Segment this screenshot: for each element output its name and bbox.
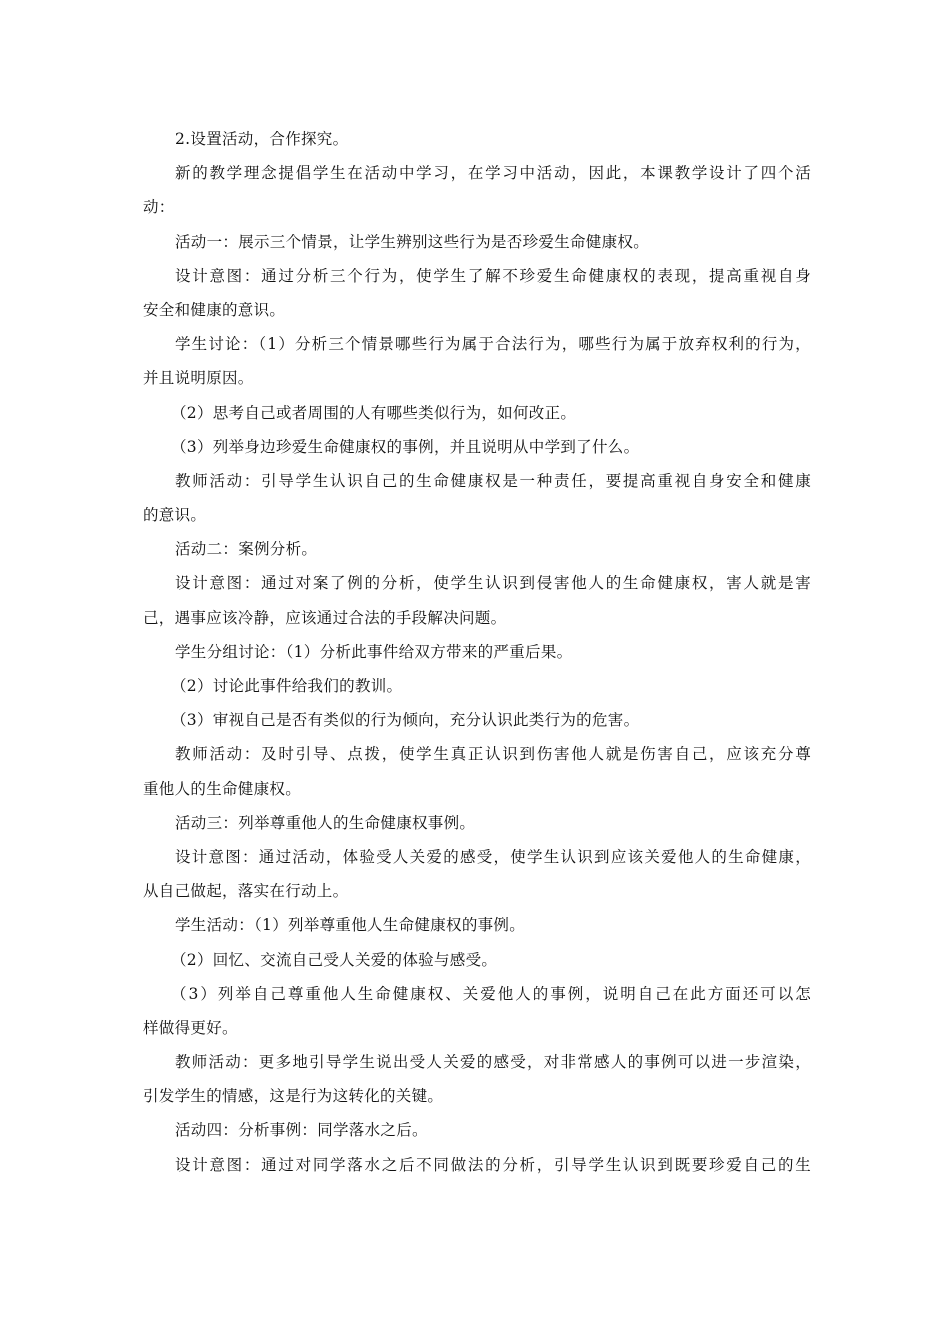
text-line: 设计意图：通过对案了例的分析，使学生认识到侵害他人的生命健康权，害人就是害 (175, 574, 811, 593)
text-line: 活动四：分析事例：同学落水之后。 (175, 1121, 428, 1140)
text-line: 样做得更好。 (143, 1018, 238, 1037)
text-line: 活动一：展示三个情景，让学生辨别这些行为是否珍爱生命健康权。 (175, 232, 650, 251)
text-line: （3）列举自己尊重他人生命健康权、关爱他人的事例，说明自己在此方面还可以怎 (171, 984, 811, 1003)
text-line: 己，遇事应该冷静，应该通过合法的手段解决问题。 (143, 608, 507, 627)
text-line: 教师活动：及时引导、点拨，使学生真正认识到伤害他人就是伤害自己，应该充分尊 (175, 745, 811, 764)
text-line: 安全和健康的意识。 (143, 300, 286, 319)
text-line: 引发学生的情感，这是行为这转化的关键。 (143, 1087, 444, 1106)
text-line: （2）讨论此事件给我们的教训。 (171, 677, 403, 695)
text-line: 活动二：案例分析。 (175, 540, 318, 559)
text-line: 动： (143, 198, 175, 217)
text-line: 设计意图：通过分析三个行为，使学生了解不珍爱生命健康权的表现，提高重视自身 (175, 266, 811, 285)
text-line: 2.设置活动，合作探究。 (175, 130, 349, 148)
document-body (143, 122, 811, 1182)
text-line: 的意识。 (143, 506, 207, 525)
text-line: 教师活动：更多地引导学生说出受人关爱的感受，对非常感人的事例可以进一步渲染， (175, 1053, 811, 1072)
text-line: 从自己做起，落实在行动上。 (143, 882, 349, 901)
text-line: （3）审视自己是否有类似的行为倾向，充分认识此类行为的危害。 (171, 711, 640, 730)
text-line: 学生活动：（1）列举尊重他人生命健康权的事例。 (175, 916, 526, 935)
text-line: （2）回忆、交流自己受人关爱的体验与感受。 (171, 950, 498, 969)
text-line: 活动三：列举尊重他人的生命健康权事例。 (175, 813, 476, 832)
text-line: （3）列举身边珍爱生命健康权的事例，并且说明从中学到了什么。 (171, 437, 640, 456)
text-line: 设计意图：通过对同学落水之后不同做法的分析，引导学生认识到既要珍爱自己的生 (175, 1155, 811, 1174)
text-line: （2）思考自己或者周围的人有哪些类似行为，如何改正。 (171, 403, 577, 422)
text-line: 重他人的生命健康权。 (143, 779, 302, 798)
text-line: 学生分组讨论：（1）分析此事件给双方带来的严重后果。 (175, 642, 573, 661)
text-line: 设计意图：通过活动，体验受人关爱的感受，使学生认识到应该关爱他人的生命健康， (175, 847, 811, 866)
text-line: 学生讨论：（1）分析三个情景哪些行为属于合法行为，哪些行为属于放弃权利的行为， (175, 335, 811, 354)
text-line: 教师活动：引导学生认识自己的生命健康权是一种责任，要提高重视自身安全和健康 (175, 471, 811, 490)
text-line: 并且说明原因。 (143, 369, 254, 388)
text-line: 新的教学理念提倡学生在活动中学习，在学习中活动，因此，本课教学设计了四个活 (175, 164, 811, 183)
